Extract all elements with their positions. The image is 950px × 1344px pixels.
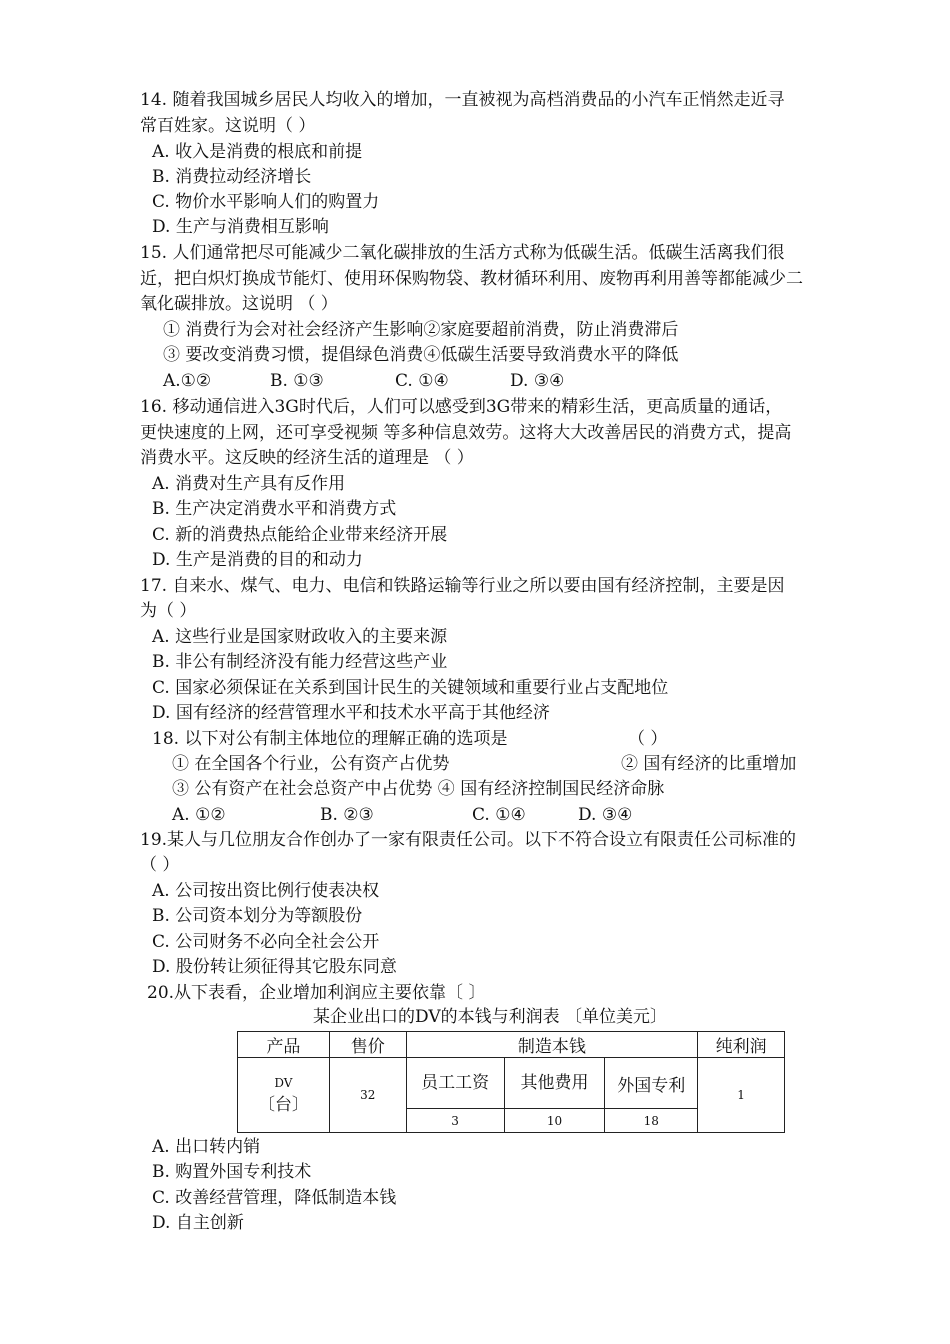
product-name: DV — [274, 1075, 293, 1090]
cost-value-other: 10 — [504, 1109, 605, 1133]
q14-stem-line2: 常百姓家。这说明（ ） — [140, 116, 316, 136]
q14-option-a: A. 收入是消费的根底和前提 — [152, 142, 363, 162]
q15-option-b: B. ①③ — [270, 371, 324, 391]
header-manufacturing-cost: 制造本钱 — [406, 1032, 697, 1058]
q19-option-a: A. 公司按出资比例行使表决权 — [152, 881, 380, 901]
q14-option-d: D. 生产与消费相互影响 — [152, 217, 329, 237]
q15-option-d: D. ③④ — [510, 371, 565, 391]
cost-value-wages: 3 — [406, 1109, 504, 1133]
q19-stem-line2: （ ） — [140, 855, 180, 875]
q18-statement-1: ① 在全国各个行业，公有资产占优势 — [172, 754, 450, 774]
cell-product — [238, 1058, 330, 1133]
cost-label-patent: 外国专利 — [605, 1058, 698, 1109]
cost-profit-table — [237, 1031, 785, 1133]
q16-stem-line2: 更快速度的上网，还可享受视频 等多种信息效劳。这将大大改善居民的消费方式，提高 — [140, 423, 792, 443]
q20-option-b: B. 购置外国专利技术 — [152, 1162, 312, 1182]
q18-option-c: C. ①④ — [472, 805, 526, 825]
q18-option-b: B. ②③ — [320, 805, 374, 825]
q17-option-b: B. 非公有制经济没有能力经营这些产业 — [152, 652, 448, 672]
q19-option-c: C. 公司财务不必向全社会公开 — [152, 932, 380, 952]
header-price: 售价 — [329, 1032, 406, 1058]
q16-stem-line3: 消费水平。这反映的经济生活的道理是 （ ） — [140, 448, 474, 468]
q16-stem-line1: 16. 移动通信进入3G时代后，人们可以感受到3G带来的精彩生活，更高质量的通话， — [140, 397, 783, 417]
q20-option-a: A. 出口转内销 — [152, 1137, 261, 1157]
q19-stem-line1: 19.某人与几位朋友合作创办了一家有限责任公司。以下不符合设立有限责任公司标准的 — [140, 830, 797, 850]
table-header-row — [238, 1032, 785, 1058]
q17-option-d: D. 国有经济的经营管理水平和技术水平高于其他经济 — [152, 703, 550, 723]
q15-statement-3-4: ③ 要改变消费习惯，提倡绿色消费④低碳生活要导致消费水平的降低 — [163, 345, 679, 365]
q18-option-a: A. ①② — [172, 805, 226, 825]
q20-option-c: C. 改善经营管理，降低制造本钱 — [152, 1188, 397, 1208]
q19-option-d: D. 股份转让须征得其它股东同意 — [152, 957, 397, 977]
q16-option-d: D. 生产是消费的目的和动力 — [152, 550, 363, 570]
q18-option-d: D. ③④ — [578, 805, 633, 825]
q15-stem-line2: 近，把白炽灯换成节能灯、使用环保购物袋、教材循环利用、废物再利用善等都能减少二 — [140, 269, 803, 289]
q14-option-c: C. 物价水平影响人们的购置力 — [152, 192, 380, 212]
q15-stem-line3: 氧化碳排放。这说明 （ ） — [140, 294, 338, 314]
product-unit: 〔台〕 — [257, 1094, 309, 1115]
cell-price: 32 — [329, 1058, 406, 1133]
q16-option-a: A. 消费对生产具有反作用 — [152, 474, 346, 494]
q15-statement-1-2: ① 消费行为会对社会经济产生影响②家庭要超前消费，防止消费滞后 — [163, 320, 679, 340]
q15-option-c: C. ①④ — [395, 371, 449, 391]
q18-answer-paren: （ ） — [628, 729, 668, 749]
q17-option-a: A. 这些行业是国家财政收入的主要来源 — [152, 627, 448, 647]
cost-label-wages: 员工工资 — [406, 1058, 504, 1109]
q20-option-d: D. 自主创新 — [152, 1213, 244, 1233]
q14-stem-line1: 14. 随着我国城乡居民人均收入的增加，一直被视为高档消费品的小汽车正悄然走近寻 — [140, 90, 785, 110]
cell-net-profit: 1 — [698, 1058, 785, 1133]
q14-option-b: B. 消费拉动经济增长 — [152, 167, 312, 187]
q18-statement-2: ② 国有经济的比重增加 — [621, 754, 797, 774]
cost-label-other: 其他费用 — [504, 1058, 605, 1109]
q16-option-c: C. 新的消费热点能给企业带来经济开展 — [152, 525, 448, 545]
q17-option-c: C. 国家必须保证在关系到国计民生的关键领域和重要行业占支配地位 — [152, 678, 669, 698]
q17-stem-line1: 17. 自来水、煤气、电力、电信和铁路运输等行业之所以要由国有经济控制，主要是因 — [140, 576, 785, 596]
q18-statement-3-4: ③ 公有资产在社会总资产中占优势 ④ 国有经济控制国民经济命脉 — [172, 779, 665, 799]
q20-table-caption: 某企业出口的DV的本钱与利润表 〔单位美元〕 — [313, 1007, 668, 1027]
q15-option-a: A.①② — [163, 371, 212, 391]
header-net-profit: 纯利润 — [698, 1032, 785, 1058]
cost-value-patent: 18 — [605, 1109, 698, 1133]
header-product: 产品 — [238, 1032, 330, 1058]
table-row — [238, 1058, 785, 1109]
q18-stem: 18. 以下对公有制主体地位的理解正确的选项是 — [152, 729, 508, 749]
q19-option-b: B. 公司资本划分为等额股份 — [152, 906, 363, 926]
q20-stem: 20.从下表看，企业增加利润应主要依靠〔 〕 — [147, 983, 486, 1003]
q17-stem-line2: 为（ ） — [140, 601, 197, 621]
q15-stem-line1: 15. 人们通常把尽可能减少二氧化碳排放的生活方式称为低碳生活。低碳生活离我们很 — [140, 243, 785, 263]
q16-option-b: B. 生产决定消费水平和消费方式 — [152, 499, 397, 519]
